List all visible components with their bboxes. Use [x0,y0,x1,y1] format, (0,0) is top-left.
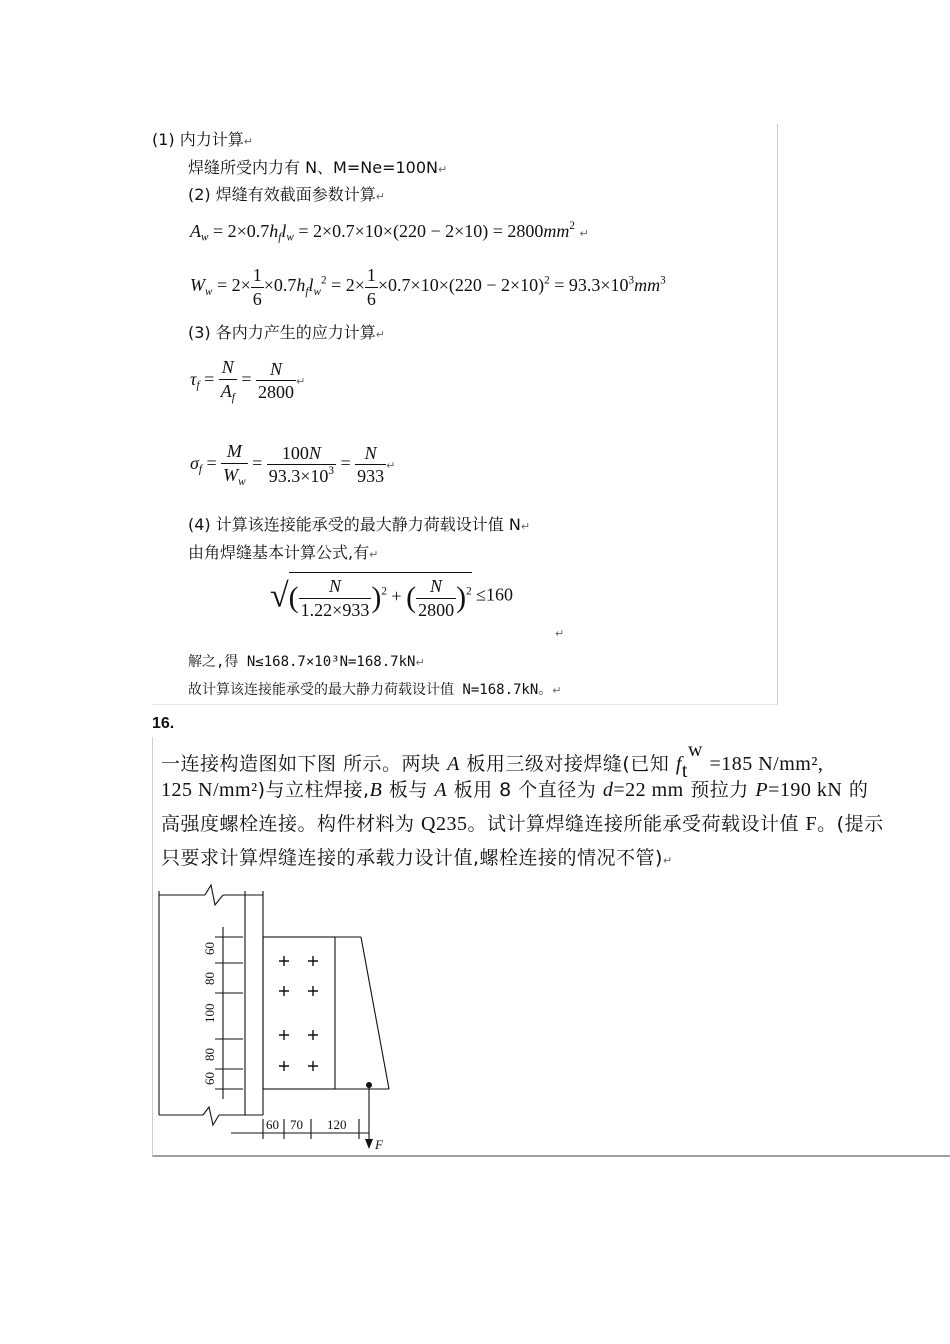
svg-text:F: F [375,1137,383,1152]
svg-text:120: 120 [327,1117,347,1132]
problem-line-3: 高强度螺栓连接。构件材料为 Q235。试计算焊缝连接所能承受荷载设计值 F。(提示 [161,813,884,835]
svg-text:80: 80 [202,972,217,985]
svg-text:60: 60 [202,942,217,955]
problem-line-4: 只要求计算焊缝连接的承载力设计值,螺栓连接的情况不管)↵ [161,847,673,869]
return-mark: ↵ [555,627,565,640]
step4-heading: (4) 计算该连接能承受的最大静力荷载设计值 N↵ [188,515,531,534]
equation-check: √( $\frac{N}{1.22\times 933}$ )$^2$ + ( $\frac{N}{2800}$ )$^2$ ≤160 [270,572,513,621]
connection-figure [153,879,453,1155]
result-line-2: 故计算该连接能承受的最大静力荷载设计值 N=168.7kN。↵ [188,682,562,698]
step3-heading: (3) 各内力产生的应力计算↵ [188,323,385,342]
solution-box [152,124,778,705]
svg-text:80: 80 [202,1048,217,1061]
svg-text:70: 70 [290,1117,303,1132]
svg-text:60: 60 [266,1117,279,1132]
equation-sigma: $\sigma_f$ = $\frac{M}{W_w}$ = $\frac{100N}{93.3\times 10^3}$ = $\frac{N}{933}$ ↵ [190,441,396,488]
question-number: 16. [152,715,175,732]
svg-text:60: 60 [202,1072,217,1085]
result-line-1: 解之,得 N≤168.7×10³N=168.7kN↵ [188,654,425,670]
equation-tau: $\tau_f$ = $\frac{N}{A_f}$ = $\frac{N}{2800}$ ↵ [190,357,306,404]
equation-aw: $A_w = 2\times 0.7h_fl_w = 2\times 0.7\times 10\times(220 - 2\times 10) = 2800mm^2$ ↵ [190,220,589,244]
step2-heading: (2) 焊缝有效截面参数计算↵ [188,185,385,204]
svg-text:100: 100 [202,1003,217,1023]
step1-text: 焊缝所受内力有 N、M=Ne=100N↵ [188,158,448,177]
problem-line-2: 125 N/mm²)与立柱焊接,B 板与 A 板用 8 个直径为 d=22 mm 预拉力 P=190 kN 的 [161,779,869,801]
step1-heading: (1) 内力计算↵ [152,130,253,149]
problem-line-1: 一连接构造图如下图 所示。两块 A 板用三级对接焊缝(已知 ftw =185 N/mm², [161,739,824,782]
problem-box [152,737,950,1157]
step4-text: 由角焊缝基本计算公式,有↵ [188,543,379,562]
equation-ww: $W_w = 2\times$ $\frac{1}{6}$ $\times 0.7h_fl_w^2 = 2\times$ $\frac{1}{6}$ $\times 0.7\times 10\times(220 - 2\times 10)^2 = 93.3\times 10^3mm^3$ [190,265,666,309]
